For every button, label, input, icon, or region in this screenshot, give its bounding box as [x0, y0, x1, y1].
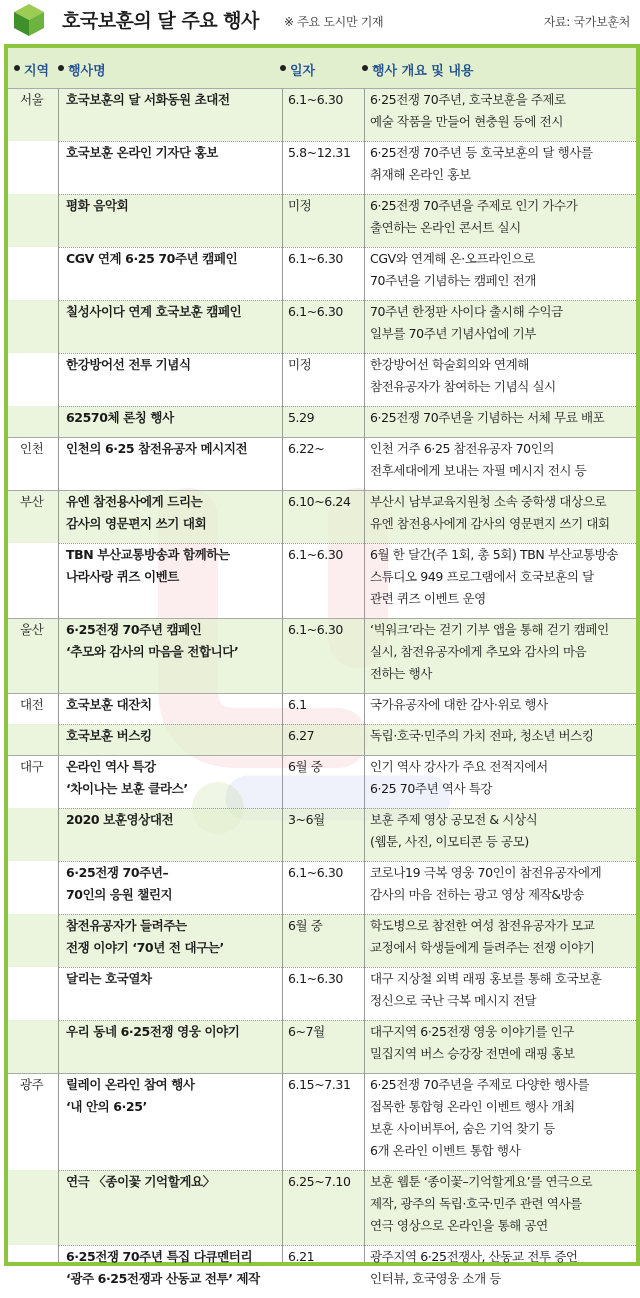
event-date-cell: 6~7월 [288, 1024, 325, 1039]
event-description-line: 70주년 한정판 사이다 출시해 수익금 [370, 304, 563, 319]
event-description-cell [370, 407, 630, 429]
event-name-cell [66, 968, 266, 990]
column-divider [282, 88, 283, 1262]
event-name-line: 연극 〈종이꽃 기억할게요〉 [66, 1174, 215, 1189]
event-description-line: 6월 한 달간(주 1회, 총 5회) TBN 부산교통방송 [370, 547, 619, 562]
event-description-line: 실시, 참전유공자에게 추모와 감사의 마음 [370, 644, 587, 659]
column-header-region: 지역 [24, 64, 50, 79]
table-row [8, 861, 636, 914]
event-name-line: 6·25전쟁 70주년– [66, 865, 169, 880]
event-name-line: 6·25전쟁 70주년 캠페인 [66, 622, 202, 637]
region-cell: 인천 [20, 441, 44, 456]
event-name-line: 62570체 론칭 행사 [66, 410, 174, 425]
event-description-cell [370, 1074, 630, 1162]
bullet-icon [362, 65, 368, 71]
event-description-line: 한강방어선 학술회의와 연계해 [370, 357, 529, 372]
event-description-line: CGV와 연계해 온·오프라인으로 [370, 251, 535, 266]
event-name-line: 릴레이 온라인 참여 행사 [66, 1077, 195, 1092]
event-description-line: 6개 온라인 이벤트 통합 행사 [370, 1143, 521, 1158]
event-description-line: 예술 작품을 만들어 현충원 등에 전시 [370, 114, 563, 129]
event-description-line: 보훈 웹툰 ‘종이꽃–기억할게요’를 연극으로 [370, 1174, 593, 1189]
event-description-line: 밀집지역 버스 승강장 전면에 래핑 홍보 [370, 1046, 575, 1061]
event-description-line: 접목한 통합형 온라인 이벤트 행사 개최 [370, 1099, 575, 1114]
event-name-line: 호국보훈 대잔치 [66, 697, 152, 712]
event-description-line: 코로나19 극복 영웅 70인이 참전유공자에게 [370, 865, 602, 880]
event-description-cell [370, 725, 630, 747]
event-description-line: 국가유공자에 대한 감사·위로 행사 [370, 697, 548, 712]
event-description-line: 대구 지상철 외벽 래핑 홍보를 통해 호국보훈 [370, 971, 602, 986]
header-note: ※ 주요 도시만 기재 [284, 15, 384, 29]
event-name-cell [66, 89, 266, 111]
event-name-line: 나라사랑 퀴즈 이벤트 [66, 569, 179, 584]
region-cell: 서울 [20, 92, 44, 107]
events-table [4, 44, 640, 1286]
event-description-line: 전하는 행사 [370, 666, 432, 681]
event-description-cell [370, 491, 630, 535]
event-name-cell [66, 1021, 266, 1043]
column-header-name: 행사명 [68, 64, 106, 79]
region-cell: 대구 [20, 759, 44, 774]
event-description-line: 보훈 사이버투어, 숨은 기억 찾기 등 [370, 1121, 555, 1136]
source-credit: 자료: 국가보훈처 [543, 15, 630, 29]
event-name-cell [66, 354, 266, 376]
event-name-line: 달리는 호국열차 [66, 971, 152, 986]
event-description-line: 대구지역 6·25전쟁 영웅 이야기를 인구 [370, 1024, 574, 1039]
region-cell: 울산 [20, 622, 44, 637]
column-divider [364, 88, 365, 1262]
event-date-cell: 3~6월 [288, 812, 325, 827]
event-date-cell: 5.29 [288, 410, 315, 425]
event-name-cell [66, 725, 266, 747]
event-description-line: 출연하는 온라인 콘서트 실시 [370, 220, 521, 235]
event-name-line: TBN 부산교통방송과 함께하는 [66, 547, 230, 562]
table-row [8, 141, 636, 194]
event-date-cell: 5.8~12.31 [288, 145, 351, 160]
event-description-line: 6·25전쟁 70주년, 호국보훈을 주제로 [370, 92, 566, 107]
event-description-cell [370, 354, 630, 398]
event-description-line: 인기 역사 강사가 주요 전적지에서 [370, 759, 548, 774]
event-name-line: 호국보훈의 달 서화동원 초대전 [66, 92, 230, 107]
event-date-cell: 미정 [288, 198, 312, 213]
event-date-cell: 6.10~6.24 [288, 494, 351, 509]
event-name-line: ‘추모와 감사의 마음을 전합니다’ [66, 644, 239, 659]
event-description-line: 일부를 70주년 기념사업에 기부 [370, 326, 536, 341]
column-header-desc: 행사 개요 및 내용 [372, 64, 474, 79]
event-description-line: 인터뷰, 호국영웅 소개 등 [370, 1271, 502, 1286]
table-row [8, 437, 636, 490]
event-description-cell [370, 968, 630, 1012]
event-name-cell [66, 915, 266, 959]
event-description-line: ‘빅워크’라는 걷기 기부 앱을 통해 걷기 캠페인 [370, 622, 609, 637]
event-name-cell [66, 694, 266, 716]
event-description-line: 6·25전쟁 70주년을 기념하는 서체 무료 배포 [370, 410, 605, 425]
table-row [8, 88, 636, 141]
event-name-line: 호국보훈 온라인 기자단 홍보 [66, 145, 218, 160]
event-name-line: 2020 보훈영상대전 [66, 812, 174, 827]
table-row [8, 247, 636, 300]
table-row [8, 724, 636, 755]
event-description-cell [370, 619, 630, 685]
event-description-line: 70주년을 기념하는 캠페인 전개 [370, 273, 536, 288]
event-name-cell [66, 491, 266, 535]
event-description-cell [370, 694, 630, 716]
event-date-cell: 6.15~7.31 [288, 1077, 351, 1092]
event-description-line: 보훈 주제 영상 공모전 & 시상식 [370, 812, 538, 827]
event-description-line: 광주지역 6·25전쟁사, 산동교 전투 증언 [370, 1249, 578, 1264]
column-divider [58, 88, 59, 1262]
event-description-line: 6·25 70주년 역사 특강 [370, 781, 493, 796]
event-description-line: 6·25전쟁 70주년을 주제로 다양한 행사를 [370, 1077, 590, 1092]
table-row [8, 755, 636, 808]
event-date-cell: 6.1~6.30 [288, 547, 343, 562]
event-description-line: 유엔 참전용사에게 감사의 영문편지 쓰기 대회 [370, 516, 610, 531]
event-description-cell [370, 301, 630, 345]
event-name-cell [66, 142, 266, 164]
event-description-line: 인천 거주 6·25 참전유공자 70인의 [370, 441, 555, 456]
event-description-cell [370, 438, 630, 482]
table-row [8, 300, 636, 353]
event-name-cell [66, 248, 266, 270]
event-name-line: 전쟁 이야기 ‘70년 전 대구는’ [66, 940, 224, 955]
event-name-cell [66, 544, 266, 588]
event-description-cell [370, 756, 630, 800]
event-date-cell: 6.1~6.30 [288, 92, 343, 107]
event-name-line: 호국보훈 버스킹 [66, 728, 152, 743]
column-header-row [8, 48, 636, 88]
table-row [8, 693, 636, 724]
event-date-cell: 6월 중 [288, 759, 323, 774]
table-row [8, 1170, 636, 1245]
table-row [8, 194, 636, 247]
event-description-line: 스튜디오 949 프로그램에서 호국보훈의 달 [370, 569, 594, 584]
event-name-line: 70인의 응원 챌린지 [66, 887, 173, 902]
event-description-cell [370, 862, 630, 906]
event-date-cell: 6.27 [288, 728, 315, 743]
bullet-icon [58, 65, 64, 71]
event-description-cell [370, 1246, 630, 1290]
table-row [8, 808, 636, 861]
page-title: 호국보훈의 달 주요 행사 [62, 10, 259, 32]
table-row [8, 490, 636, 543]
event-name-line: 한강방어선 전투 기념식 [66, 357, 191, 372]
event-date-cell: 6.1 [288, 697, 307, 712]
event-name-cell [66, 809, 266, 831]
region-cell: 대전 [20, 697, 44, 712]
event-name-cell [66, 1074, 266, 1118]
event-description-line: 6·25전쟁 70주년을 주제로 인기 가수가 [370, 198, 578, 213]
event-description-cell [370, 915, 630, 959]
table-row [8, 1020, 636, 1073]
table-row [8, 967, 636, 1020]
table-row [8, 353, 636, 406]
event-date-cell: 6.1~6.30 [288, 971, 343, 986]
table-row [8, 543, 636, 618]
event-name-cell [66, 301, 266, 323]
event-name-line: 우리 동네 6·25전쟁 영웅 이야기 [66, 1024, 240, 1039]
event-name-cell [66, 862, 266, 906]
event-description-line: 전후세대에게 보내는 자필 메시지 전시 등 [370, 463, 587, 478]
event-date-cell: 미정 [288, 357, 312, 372]
event-description-cell [370, 809, 630, 853]
event-description-line: 교정에서 학생들에게 들려주는 전쟁 이야기 [370, 940, 595, 955]
event-name-cell [66, 407, 266, 429]
event-name-line: CGV 연계 6·25 70주년 캠페인 [66, 251, 238, 266]
event-description-line: 연극 영상으로 온라인을 통해 공연 [370, 1218, 548, 1233]
event-name-line: 인천의 6·25 참전유공자 메시지전 [66, 441, 248, 456]
table-body [8, 88, 636, 1298]
event-date-cell: 6.1~6.30 [288, 865, 343, 880]
table-row [8, 914, 636, 967]
event-description-line: 참전유공자가 참여하는 기념식 실시 [370, 379, 556, 394]
event-name-line: 칠성사이다 연계 호국보훈 캠페인 [66, 304, 242, 319]
table-row [8, 1245, 636, 1298]
bullet-icon [14, 65, 20, 71]
event-name-line: 평화 음악회 [66, 198, 129, 213]
column-header-date: 일자 [290, 64, 316, 79]
event-name-cell [66, 1246, 266, 1290]
region-cell: 광주 [20, 1077, 44, 1092]
event-description-cell [370, 142, 630, 186]
event-date-cell: 6.21 [288, 1249, 315, 1264]
region-cell: 부산 [20, 494, 44, 509]
event-name-line: ‘차이나는 보훈 클라스’ [66, 781, 188, 796]
table-row [8, 618, 636, 693]
event-description-cell [370, 89, 630, 133]
event-date-cell: 6.22~ [288, 441, 325, 456]
event-name-cell [66, 195, 266, 217]
event-name-line: ‘내 안의 6·25’ [66, 1099, 147, 1114]
event-description-line: 부산시 남부교육지원청 소속 중학생 대상으로 [370, 494, 607, 509]
event-description-line: 취재해 온라인 홍보 [370, 167, 471, 182]
event-name-line: ‘광주 6·25전쟁과 산동교 전투’ 제작 [66, 1271, 260, 1286]
event-name-line: 참전유공자가 들려주는 [66, 918, 187, 933]
event-description-line: 6·25전쟁 70주년 등 호국보훈의 달 행사를 [370, 145, 593, 160]
event-description-cell [370, 1171, 630, 1237]
event-name-cell [66, 1171, 266, 1193]
event-description-line: 정신으로 국난 극복 메시지 전달 [370, 993, 537, 1008]
green-cube-logo-icon [12, 3, 46, 37]
event-description-cell [370, 1021, 630, 1065]
event-name-cell [66, 619, 266, 663]
bullet-icon [280, 65, 286, 71]
event-description-line: 제작, 광주의 독립·호국·민주 관련 역사를 [370, 1196, 582, 1211]
event-date-cell: 6.1~6.30 [288, 251, 343, 266]
table-row [8, 1073, 636, 1170]
event-name-line: 6·25전쟁 70주년 특집 다큐멘터리 [66, 1249, 253, 1264]
event-name-line: 유엔 참전용사에게 드리는 [66, 494, 203, 509]
event-description-line: 독립·호국·민주의 가치 전파, 청소년 버스킹 [370, 728, 594, 743]
event-description-cell [370, 544, 630, 610]
event-date-cell: 6.1~6.30 [288, 304, 343, 319]
event-date-cell: 6월 중 [288, 918, 323, 933]
event-name-line: 온라인 역사 특강 [66, 759, 156, 774]
event-description-cell [370, 195, 630, 239]
event-name-cell [66, 756, 266, 800]
event-description-line: 관련 퀴즈 이벤트 운영 [370, 591, 486, 606]
event-name-line: 감사의 영문편지 쓰기 대회 [66, 516, 207, 531]
event-date-cell: 6.25~7.10 [288, 1174, 351, 1189]
event-description-line: 학도병으로 참전한 여성 참전유공자가 모교 [370, 918, 595, 933]
event-description-line: 감사의 마음 전하는 광고 영상 제작&방송 [370, 887, 585, 902]
event-date-cell: 6.1~6.30 [288, 622, 343, 637]
table-row [8, 406, 636, 437]
header [0, 0, 640, 40]
event-name-cell [66, 438, 266, 460]
event-description-line: (웹툰, 사진, 이모티콘 등 공모) [370, 834, 529, 849]
event-description-cell [370, 248, 630, 292]
